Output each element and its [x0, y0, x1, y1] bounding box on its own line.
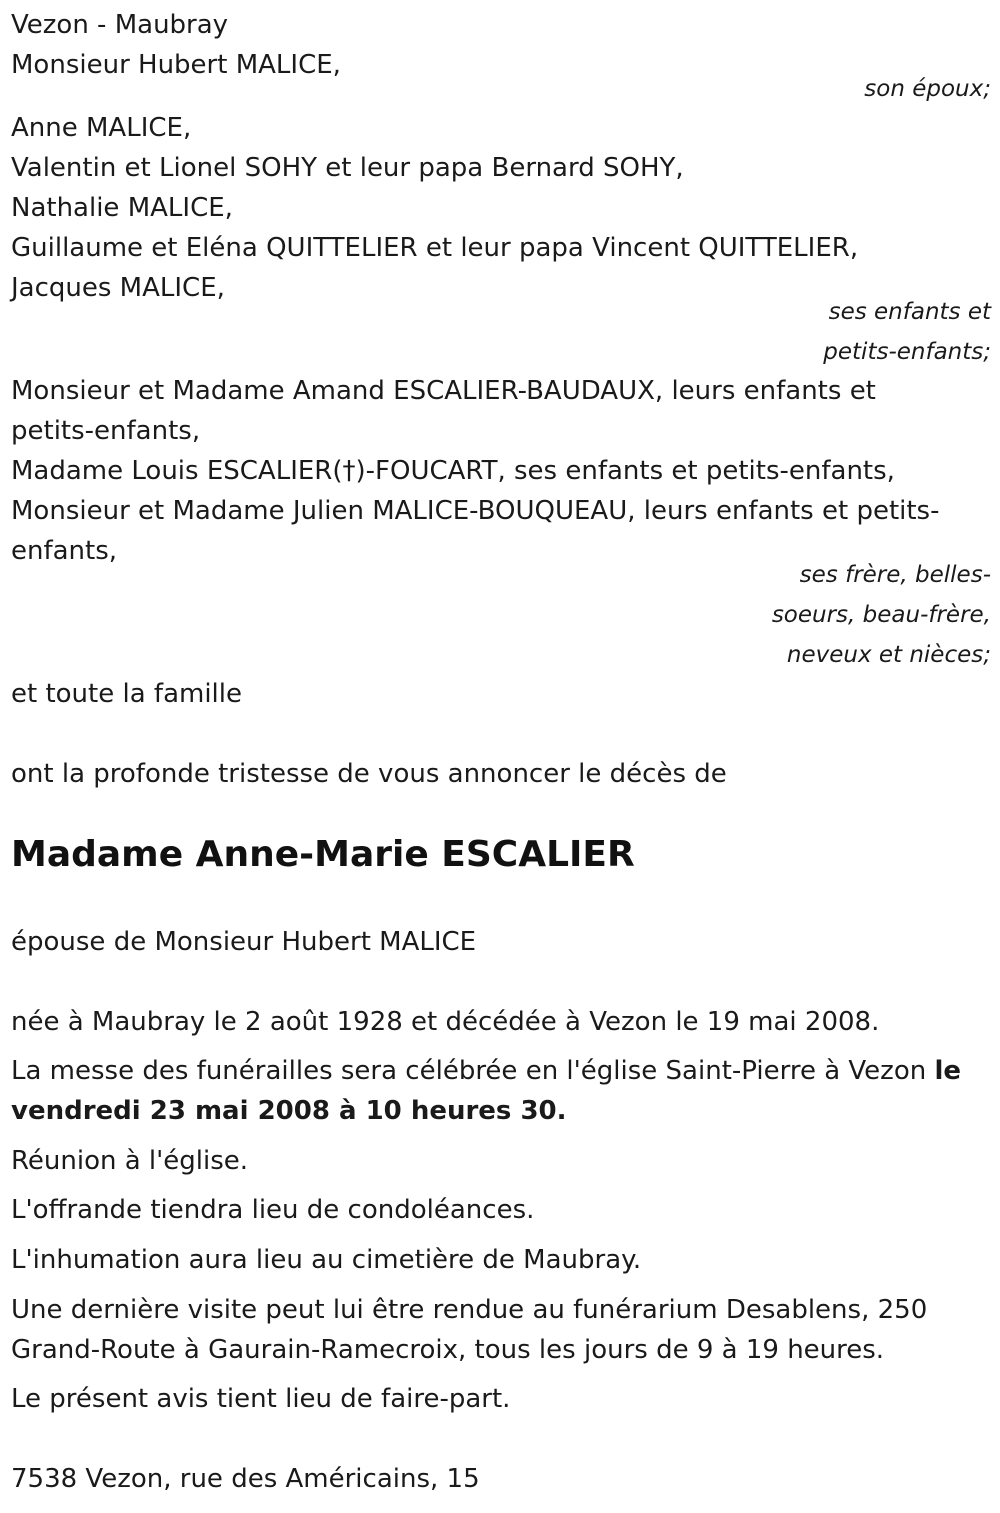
faire-part: Le présent avis tient lieu de faire-part.: [11, 1384, 511, 1414]
children-role: ses enfants et: [828, 299, 991, 325]
location-header: Vezon - Maubray: [11, 10, 229, 40]
child-line: Nathalie MALICE,: [11, 193, 233, 223]
spouse-of: épouse de Monsieur Hubert MALICE: [11, 927, 477, 957]
funeral-date: vendredi 23 mai 2008 à 10 heures 30.: [11, 1096, 567, 1126]
note-offrande: L'offrande tiendra lieu de condoléances.: [11, 1195, 535, 1225]
visit-line: Grand-Route à Gaurain-Ramecroix, tous les jours de 9 à 19 heures.: [11, 1335, 885, 1365]
child-line: Jacques MALICE,: [11, 273, 225, 303]
sibling-line: Monsieur et Madame Amand ESCALIER-BAUDAUX, leurs enfants et: [11, 376, 876, 406]
spouse-name: Monsieur Hubert MALICE,: [11, 50, 341, 80]
sibling-line: Madame Louis ESCALIER(†)-FOUCART, ses enfants et petits-enfants,: [11, 456, 895, 486]
sibling-line: petits-enfants,: [11, 416, 201, 446]
sibling-line: Monsieur et Madame Julien MALICE-BOUQUEAU, leurs enfants et petits-: [11, 496, 940, 526]
family-line: et toute la famille: [11, 679, 242, 709]
birth-death: née à Maubray le 2 août 1928 et décédée à Vezon le 19 mai 2008.: [11, 1007, 880, 1037]
visit-line: Une dernière visite peut lui être rendue au funérarium Desablens, 250: [11, 1295, 928, 1325]
siblings-role: soeurs, beau-frère,: [771, 602, 991, 628]
note-reunion: Réunion à l'église.: [11, 1146, 249, 1176]
funeral-line: [11, 1051, 961, 1091]
announcement: ont la profonde tristesse de vous annoncer le décès de: [11, 759, 727, 789]
funeral-date-start: le: [934, 1056, 962, 1086]
children-role: petits-enfants;: [823, 339, 991, 365]
child-line: Anne MALICE,: [11, 113, 192, 143]
spouse-role: son époux;: [864, 76, 991, 102]
siblings-role: ses frère, belles-: [799, 562, 991, 588]
funeral-text: La messe des funérailles sera célébrée en l'église Saint-Pierre à Vezon: [11, 1056, 935, 1086]
deceased-name: Madame Anne-Marie ESCALIER: [11, 834, 635, 875]
address: 7538 Vezon, rue des Américains, 15: [11, 1464, 480, 1494]
child-line: Valentin et Lionel SOHY et leur papa Bernard SOHY,: [11, 153, 684, 183]
sibling-line: enfants,: [11, 536, 118, 566]
note-inhumation: L'inhumation aura lieu au cimetière de Maubray.: [11, 1245, 642, 1275]
child-line: Guillaume et Eléna QUITTELIER et leur papa Vincent QUITTELIER,: [11, 233, 859, 263]
siblings-role: neveux et nièces;: [786, 642, 991, 668]
